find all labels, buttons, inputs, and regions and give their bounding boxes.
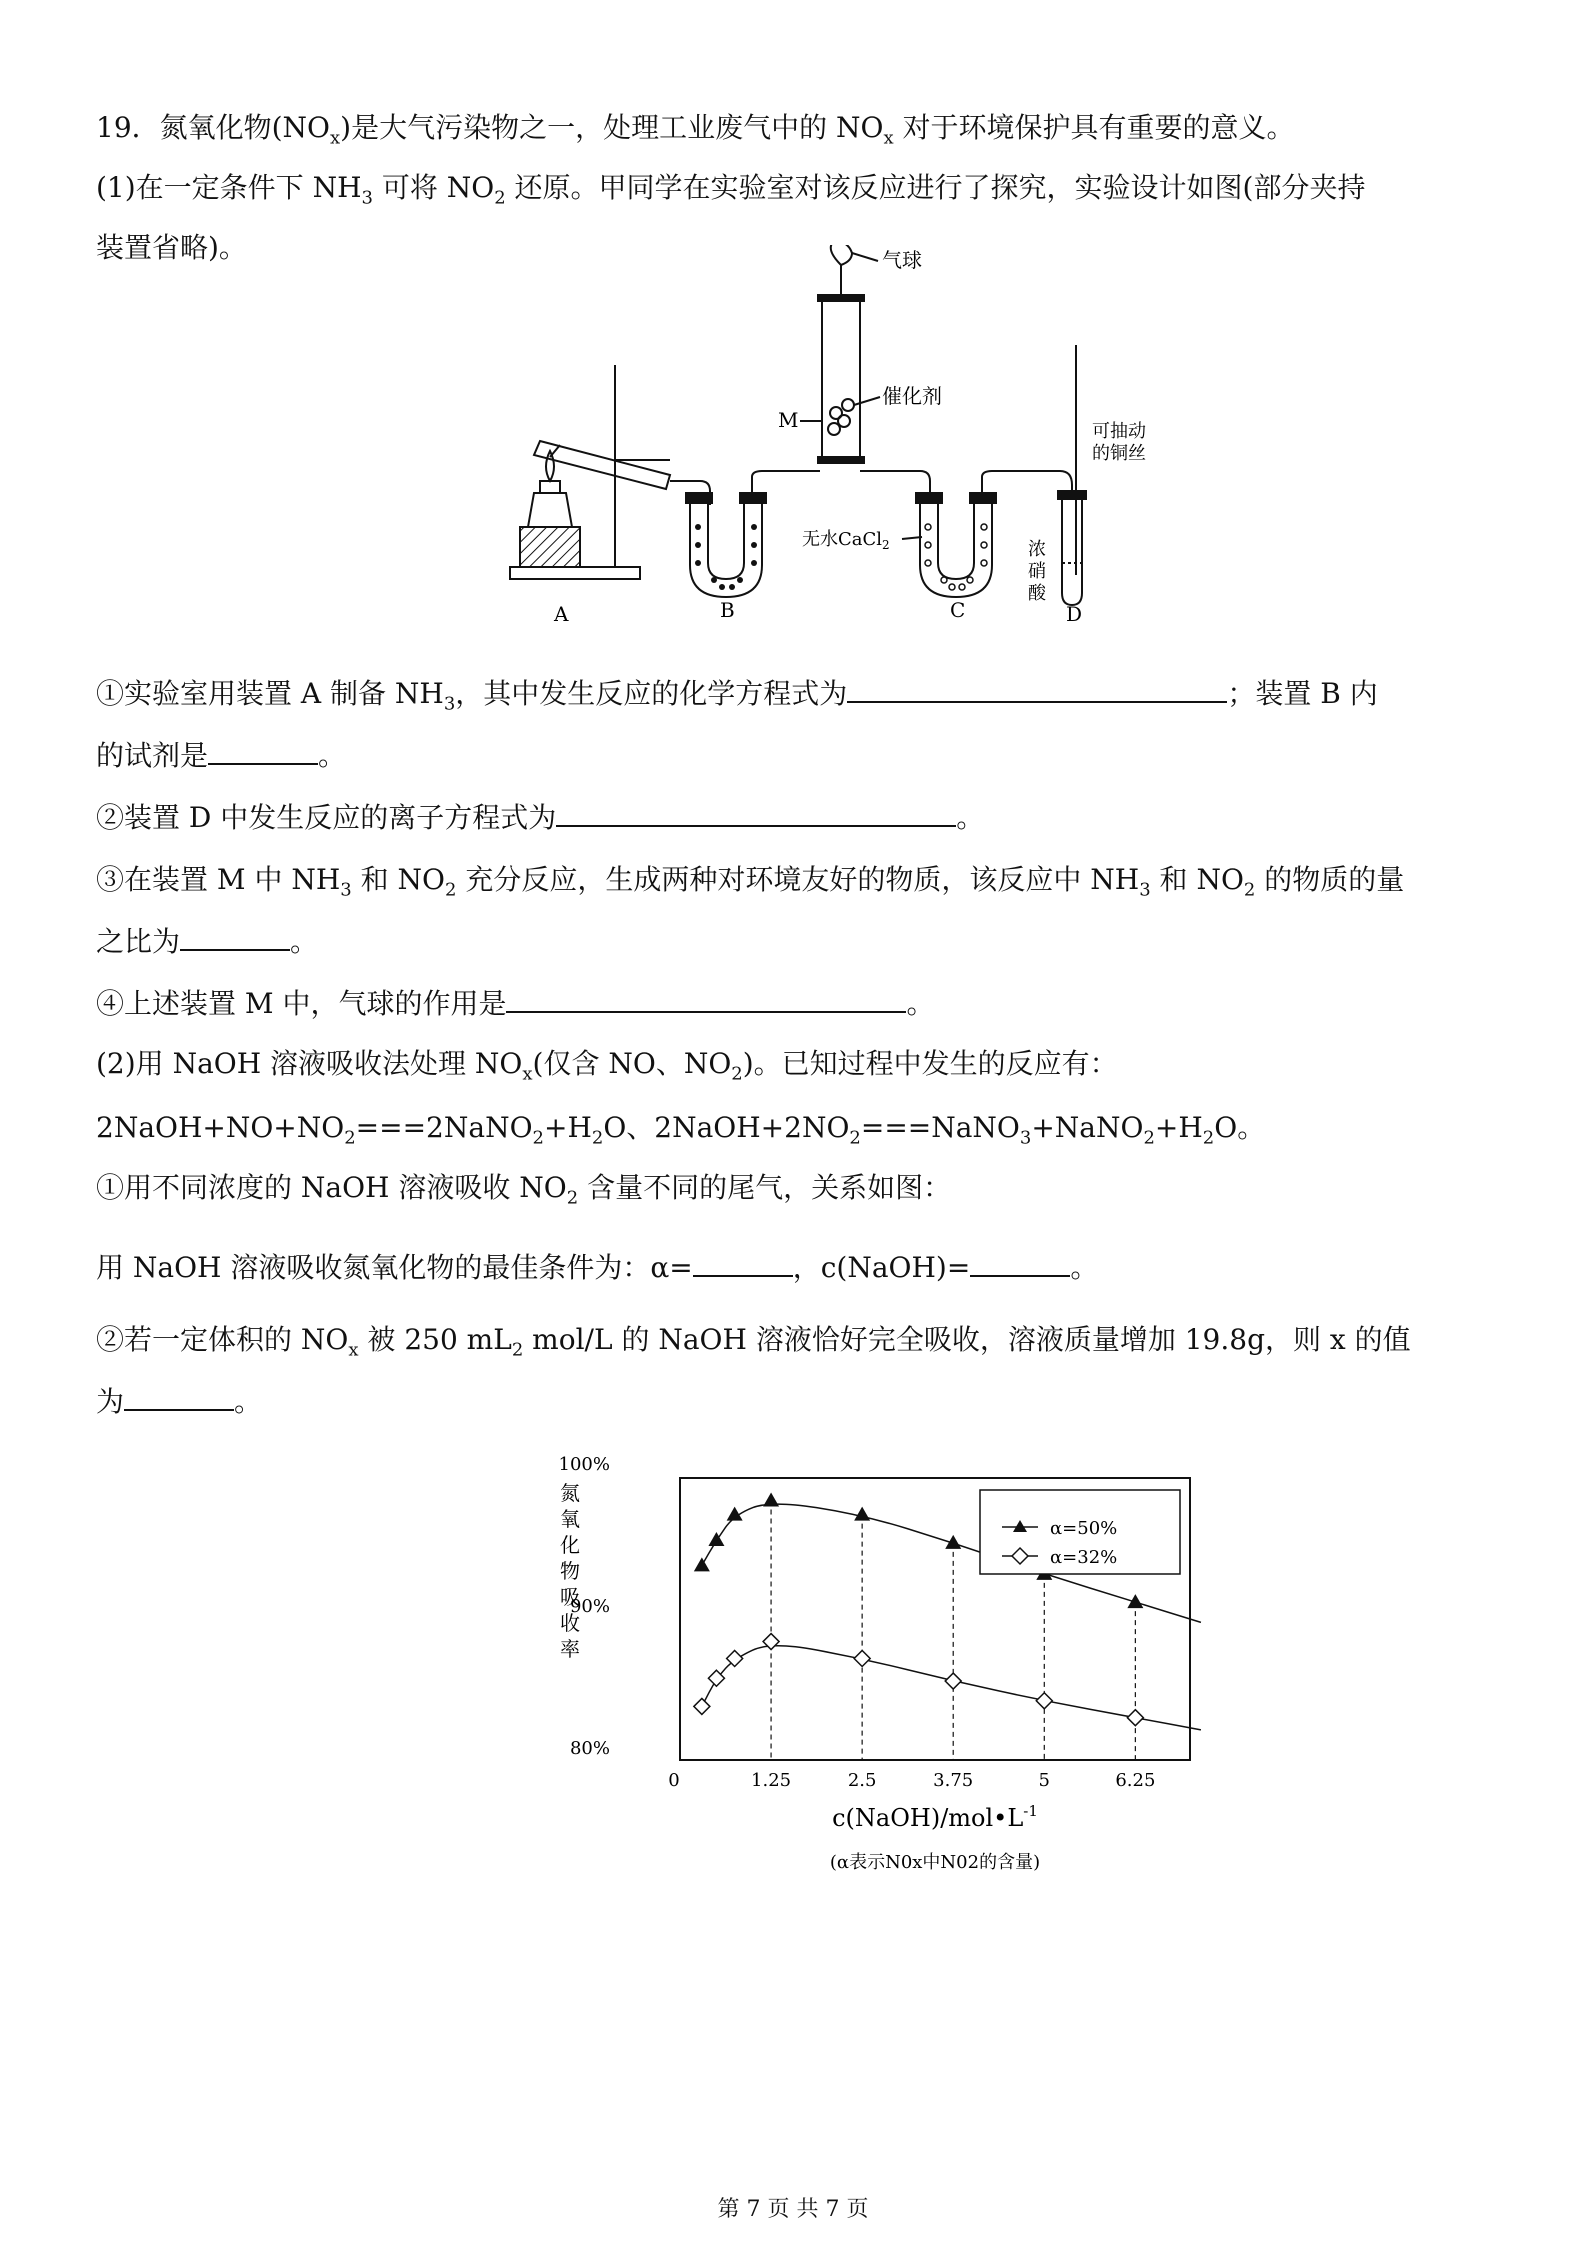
q1-line2: 的试剂是 。 bbox=[96, 739, 347, 772]
data-point-series-2 bbox=[1127, 1710, 1143, 1726]
apparatus-diagram bbox=[500, 245, 1180, 635]
alcohol-lamp bbox=[528, 493, 572, 527]
test-tube-d bbox=[1062, 495, 1082, 605]
y-axis-label-char: 氮 bbox=[560, 1481, 580, 1505]
x-tick-label: 3.75 bbox=[933, 1770, 974, 1791]
part1-intro-text-b: 装置省略)。 bbox=[96, 231, 247, 264]
q1-text-a: ①实验室用装置 A 制备 $NH_3$，其中发生反应的化学方程式为 bbox=[96, 677, 848, 715]
catalyst-label: 催化剂 bbox=[882, 384, 942, 408]
bead bbox=[695, 542, 701, 548]
acid-label-3: 酸 bbox=[1028, 583, 1046, 604]
catalyst-leader bbox=[854, 397, 880, 405]
y-axis-label-char: 率 bbox=[560, 1637, 580, 1661]
p2-q2-text-b: 为 bbox=[96, 1385, 125, 1418]
x-tick-label: 1.25 bbox=[751, 1770, 792, 1791]
bead bbox=[981, 542, 987, 548]
answer-blank-c-naoh[interactable] bbox=[970, 1249, 1070, 1277]
m-label: M bbox=[778, 408, 799, 432]
x-tick-label: 6.25 bbox=[1115, 1770, 1156, 1791]
q1-line1 bbox=[96, 674, 1378, 725]
acid-label-2: 硝 bbox=[1028, 561, 1046, 582]
part2-intro-text: (2)用 NaOH 溶液吸收法处理 $NO_x$(仅含 NO、$NO_2$)。已知过程中发生的反应有： bbox=[96, 1047, 1118, 1085]
y-axis-label-char: 氧 bbox=[560, 1507, 580, 1531]
bead bbox=[737, 577, 743, 583]
answer-blank-q2[interactable] bbox=[556, 799, 956, 827]
part2-intro bbox=[96, 1044, 1118, 1095]
bead bbox=[751, 524, 757, 530]
catalyst-bead bbox=[842, 399, 854, 411]
u-tube-b-inner bbox=[708, 503, 744, 579]
bead bbox=[925, 524, 931, 530]
balloon-label: 气球 bbox=[882, 248, 922, 272]
data-point-series-1 bbox=[708, 1532, 724, 1546]
label-a: A bbox=[554, 602, 569, 626]
answer-blank-x[interactable] bbox=[124, 1383, 234, 1411]
u-tube-c-inner bbox=[938, 503, 974, 579]
answer-blank-q3[interactable] bbox=[180, 923, 290, 951]
bead bbox=[751, 542, 757, 548]
reactions-text: $2NaOH+NO+NO_2===2NaNO_2+H_2O$、$2NaOH+2NO_2===NaNO_3+NaNO_2+H_2O$。 bbox=[96, 1111, 1266, 1149]
p2-q1-text: ①用不同浓度的 NaOH 溶液吸收 $NO_2$ 含量不同的尾气，关系如图： bbox=[96, 1171, 952, 1209]
answer-blank-q1-equation[interactable] bbox=[847, 675, 1227, 703]
bead bbox=[695, 560, 701, 566]
tube-b-m bbox=[752, 471, 820, 493]
label-d: D bbox=[1066, 602, 1083, 626]
y-tick-label: 80% bbox=[569, 1738, 610, 1759]
p2-q1b-line: 用 NaOH 溶液吸收氮氧化物的最佳条件为：α= ，c(NaOH)= 。 bbox=[96, 1251, 1099, 1284]
bead bbox=[959, 584, 965, 590]
bead bbox=[751, 560, 757, 566]
p2-q2-line1 bbox=[96, 1320, 1411, 1371]
column-m bbox=[822, 295, 860, 463]
y-axis-label-char: 化 bbox=[560, 1533, 580, 1557]
bead bbox=[981, 524, 987, 530]
data-point-series-1 bbox=[854, 1507, 870, 1521]
p2-q2-line2: 为 。 bbox=[96, 1385, 263, 1418]
answer-blank-q4[interactable] bbox=[506, 985, 906, 1013]
legend-series-1: α=50% bbox=[1050, 1518, 1118, 1539]
bead bbox=[695, 524, 701, 530]
absorption-chart bbox=[540, 1450, 1220, 1900]
answer-blank-q1-reagent[interactable] bbox=[208, 737, 318, 765]
p2-q1-line bbox=[96, 1168, 951, 1219]
data-point-series-1 bbox=[763, 1493, 779, 1507]
u-tube-b-outer bbox=[690, 503, 762, 597]
stopper-b1 bbox=[686, 493, 712, 503]
stand-base bbox=[510, 567, 640, 579]
acid-label-1: 浓 bbox=[1028, 539, 1046, 560]
column-bottom-cap bbox=[818, 457, 864, 463]
reactions-line bbox=[96, 1108, 1265, 1159]
bead bbox=[925, 542, 931, 548]
y-tick-label: 90% bbox=[569, 1596, 610, 1617]
q2-text: ②装置 D 中发生反应的离子方程式为 bbox=[96, 801, 557, 834]
data-point-series-2 bbox=[694, 1698, 710, 1714]
q4-line: ④上述装置 M 中，气球的作用是 。 bbox=[96, 987, 935, 1020]
bead bbox=[729, 584, 735, 590]
y-axis-label bbox=[560, 1481, 580, 1661]
burner-block bbox=[520, 527, 580, 567]
question-title-text: 19．氮氧化物$(NO_x)$是大气污染物之一，处理工业废气中的 $NO_x$ 对于环境保护具有重要的意义。 bbox=[96, 111, 1295, 149]
data-point-series-2 bbox=[945, 1673, 961, 1689]
x-tick-label: 5 bbox=[1038, 1770, 1051, 1791]
p2-q1b-text-a: 用 NaOH 溶液吸收氮氧化物的最佳条件为：α= bbox=[96, 1251, 693, 1284]
bead bbox=[719, 584, 725, 590]
data-point-series-1 bbox=[694, 1557, 710, 1571]
y-axis-label-char: 收 bbox=[560, 1611, 580, 1635]
y-axis-label-char: 吸 bbox=[560, 1585, 580, 1609]
bead bbox=[941, 577, 947, 583]
stopper-b2 bbox=[740, 493, 766, 503]
cacl2-label: 无水CaCl$_2$ bbox=[802, 529, 890, 552]
catalyst-bead bbox=[828, 423, 840, 435]
q3-text-b: 之比为 bbox=[96, 925, 181, 958]
bead bbox=[949, 584, 955, 590]
copper-label-2: 的铜丝 bbox=[1092, 443, 1146, 464]
q3-text-a: ③在装置 M 中 $NH_3$ 和 $NO_2$ 充分反应，生成两种对环境友好的物质，该反应中 $NH_3$ 和 $NO_2$ 的物质的量 bbox=[96, 863, 1405, 901]
part1-intro-line1 bbox=[96, 168, 1365, 219]
u-tube-c-outer bbox=[920, 503, 992, 597]
bead bbox=[925, 560, 931, 566]
x-tick-label: 2.5 bbox=[847, 1770, 877, 1791]
p2-q1b-text-b: ，c(NaOH)= bbox=[792, 1251, 971, 1284]
bead bbox=[967, 577, 973, 583]
q3-line2: 之比为 。 bbox=[96, 925, 319, 958]
balloon-leader bbox=[852, 253, 878, 261]
data-point-series-2 bbox=[1036, 1693, 1052, 1709]
q3-line1 bbox=[96, 860, 1404, 911]
answer-blank-alpha[interactable] bbox=[693, 1249, 793, 1277]
column-top-cap bbox=[818, 295, 864, 301]
stopper-c1 bbox=[916, 493, 942, 503]
stopper-c2 bbox=[970, 493, 996, 503]
legend-series-2: α=32% bbox=[1050, 1547, 1118, 1568]
y-tick-label: 100% bbox=[558, 1454, 610, 1475]
stopper-d bbox=[1058, 491, 1086, 499]
copper-label-1: 可抽动 bbox=[1092, 421, 1146, 442]
page-footer: 第 7 页 共 7 页 bbox=[717, 2197, 869, 2222]
y-axis-label-char: 物 bbox=[560, 1559, 580, 1583]
bead bbox=[711, 577, 717, 583]
label-c: C bbox=[950, 598, 966, 622]
part1-intro-text-a: (1)在一定条件下 $NH_3$ 可将 $NO_2$ 还原。甲同学在实验室对该反应进行了探究，实验设计如图(部分夹持 bbox=[96, 171, 1366, 209]
q1-text-c: 的试剂是 bbox=[96, 739, 209, 772]
data-point-series-2 bbox=[854, 1650, 870, 1666]
p2-q2-text-a: ②若一定体积的 $NO_x$ 被 250 $mL_2$ mol/L 的 NaOH 溶液恰好完全吸收，溶液质量增加 19.8g，则 x 的值 bbox=[96, 1323, 1411, 1361]
bead bbox=[981, 560, 987, 566]
tube-m-c bbox=[860, 471, 930, 495]
question-title bbox=[96, 108, 1295, 159]
x-axis-label: $c(NaOH)/mol•L^{-1}$ bbox=[832, 1802, 1038, 1832]
chart-note: (α表示N0x中N02的含量) bbox=[829, 1852, 1041, 1873]
q2-line: ②装置 D 中发生反应的离子方程式为 。 bbox=[96, 801, 985, 834]
part1-intro-line2 bbox=[96, 228, 247, 268]
solid-reagent bbox=[550, 445, 560, 457]
label-b: B bbox=[720, 598, 735, 622]
balloon bbox=[831, 245, 852, 265]
q1-text-b: ；装置 B 内 bbox=[1227, 677, 1378, 710]
x-tick-label: 0 bbox=[668, 1770, 680, 1791]
q4-text: ④上述装置 M 中，气球的作用是 bbox=[96, 987, 507, 1020]
